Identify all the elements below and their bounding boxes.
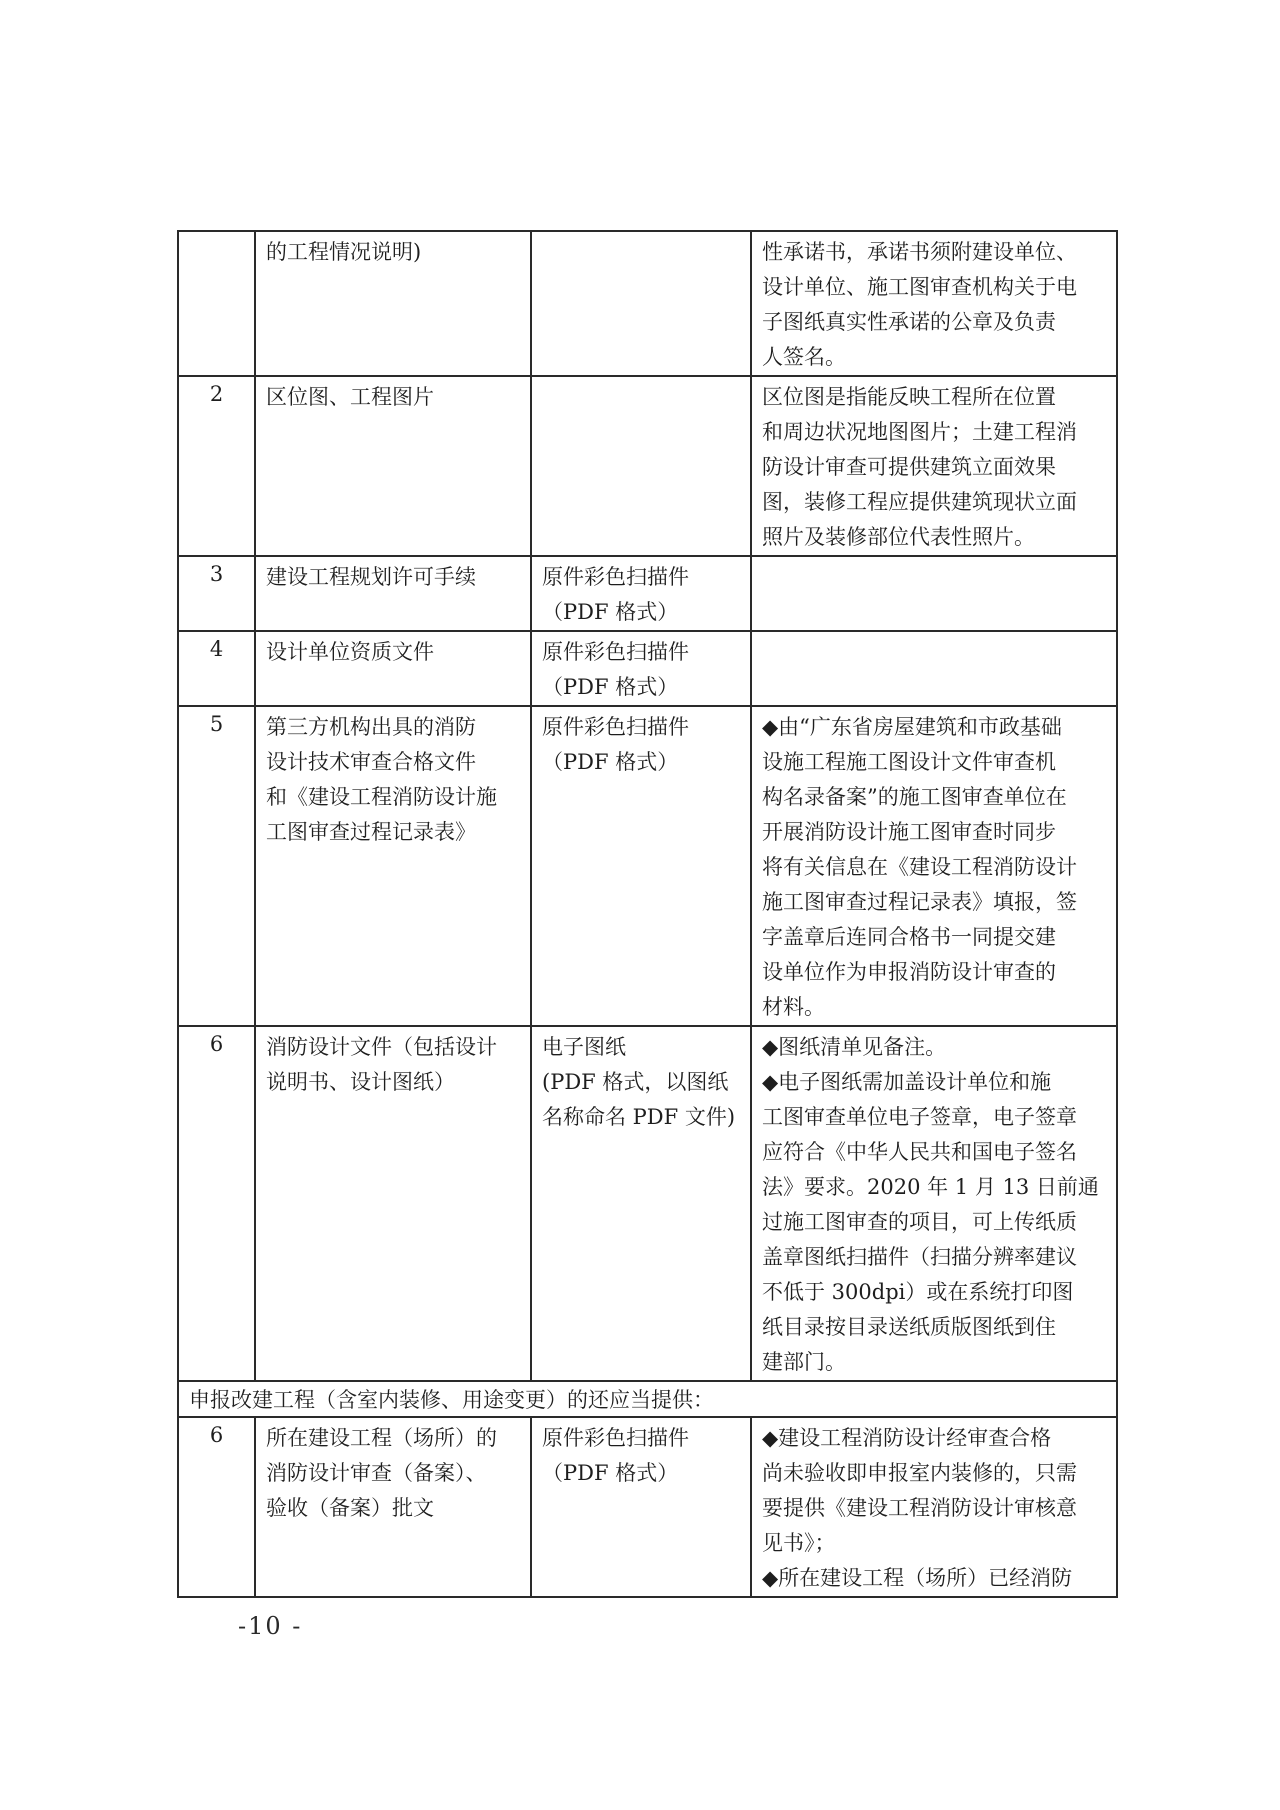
text-line: 说明书、设计图纸） [266,1070,455,1094]
text-line: 纸目录按目录送纸质版图纸到住 [762,1315,1056,1339]
material-name-cell [255,706,531,1026]
text-line: 原件彩色扫描件 [542,1426,689,1450]
text-line: 电子图纸 [542,1035,626,1059]
row-number: 4 [209,637,224,661]
text-line: 子图纸真实性承诺的公章及负责 [762,310,1056,334]
table-row [178,556,1117,631]
page-number: -10 - [238,1612,303,1640]
format-cell [531,1026,751,1381]
text-line: 法》要求。2020 年 1 月 13 日前通 [762,1175,1099,1199]
text-line: (PDF 格式，以图纸 [542,1070,729,1094]
table-row [178,1417,1117,1597]
text-line: 施工图审查过程记录表》填报，签 [762,890,1077,914]
text-line: 要提供《建设工程消防设计审核意 [762,1496,1077,1520]
format-cell [531,556,751,631]
note-cell [751,376,1117,556]
material-name-cell [255,631,531,706]
text-line: 字盖章后连同合格书一同提交建 [762,925,1056,949]
text-line: 工图审查过程记录表》 [266,820,476,844]
text-line: 区位图是指能反映工程所在位置 [762,385,1056,409]
note-cell [751,631,1117,706]
row-number: 2 [209,382,224,406]
table-row [178,706,1117,1026]
row-number: 6 [209,1423,224,1447]
text-line: 不低于 300dpi）或在系统打印图 [762,1280,1074,1304]
text-line: 验收（备案）批文 [266,1496,434,1520]
material-name-cell [255,1417,531,1597]
text-line: 将有关信息在《建设工程消防设计 [762,855,1077,879]
row-number-cell [178,1417,255,1597]
text-line: 照片及装修部位代表性照片。 [762,525,1035,549]
format-cell [531,231,751,376]
note-cell [751,1417,1117,1597]
text-line: 性承诺书，承诺书须附建设单位、 [762,240,1077,264]
material-name-cell [255,556,531,631]
text-line: 材料。 [762,995,825,1019]
text-line: 设单位作为申报消防设计审查的 [762,960,1056,984]
note-cell [751,231,1117,376]
format-cell [531,631,751,706]
text-line: 名称命名 PDF 文件) [542,1105,736,1129]
text-line: ◆建设工程消防设计经审查合格 [762,1426,1052,1450]
row-number-cell [178,376,255,556]
row-number: 3 [209,562,224,586]
text-line: ◆由“广东省房屋建筑和市政基础 [762,715,1062,739]
text-line: 所在建设工程（场所）的 [266,1426,497,1450]
text-line: 开展消防设计施工图审查时同步 [762,820,1056,844]
note-cell [751,706,1117,1026]
table-row [178,376,1117,556]
text-line: （PDF 格式） [542,675,679,699]
note-cell [751,1026,1117,1381]
row-number-cell [178,706,255,1026]
text-line: （PDF 格式） [542,750,679,774]
text-line: 盖章图纸扫描件（扫描分辨率建议 [762,1245,1077,1269]
text-line: 原件彩色扫描件 [542,715,689,739]
text-line: 过施工图审查的项目，可上传纸质 [762,1210,1077,1234]
text-line: 设计技术审查合格文件 [266,750,476,774]
section-row [178,1381,1117,1417]
text-line: 建部门。 [762,1350,846,1374]
text-line: 应符合《中华人民共和国电子签名 [762,1140,1077,1164]
text-line: 设施工程施工图设计文件审查机 [762,750,1056,774]
text-line: 原件彩色扫描件 [542,640,689,664]
row-number-cell [178,1026,255,1381]
text-line: 消防设计文件（包括设计 [266,1035,497,1059]
material-name-cell [255,231,531,376]
text-line: （PDF 格式） [542,600,679,624]
text-line: 设计单位资质文件 [266,640,434,664]
row-number: 5 [209,712,224,736]
text-line: 第三方机构出具的消防 [266,715,476,739]
text-line: 和周边状况地图图片；土建工程消 [762,420,1077,444]
text-line: ◆图纸清单见备注。 [762,1035,947,1059]
text-line: 尚未验收即申报室内装修的，只需 [762,1461,1077,1485]
note-cell [751,556,1117,631]
text-line: ◆电子图纸需加盖设计单位和施 [762,1070,1052,1094]
text-line: 设计单位、施工图审查机构关于电 [762,275,1077,299]
text-line: 和《建设工程消防设计施 [266,785,497,809]
table-row [178,1026,1117,1381]
text-line: 防设计审查可提供建筑立面效果 [762,455,1056,479]
format-cell [531,706,751,1026]
row-number-cell [178,556,255,631]
row-number-cell [178,631,255,706]
format-cell [531,376,751,556]
text-line: 建设工程规划许可手续 [266,565,476,589]
text-line: ◆所在建设工程（场所）已经消防 [762,1566,1073,1590]
requirements-table [177,230,1118,1598]
text-line: 区位图、工程图片 [266,385,434,409]
section-header: 申报改建工程（含室内装修、用途变更）的还应当提供： [189,1388,714,1412]
text-line: 图，装修工程应提供建筑现状立面 [762,490,1077,514]
table-row [178,231,1117,376]
text-line: 的工程情况说明) [266,240,422,264]
text-line: （PDF 格式） [542,1461,679,1485]
material-name-cell [255,376,531,556]
text-line: 原件彩色扫描件 [542,565,689,589]
text-line: 构名录备案”的施工图审查单位在 [762,785,1067,809]
text-line: 见书》； [762,1531,836,1555]
table-row [178,631,1117,706]
row-number: 6 [209,1032,224,1056]
row-number-cell [178,231,255,376]
text-line: 人签名。 [762,345,846,369]
text-line: 工图审查单位电子签章，电子签章 [762,1105,1077,1129]
text-line: 消防设计审查（备案）、 [266,1461,487,1485]
material-name-cell [255,1026,531,1381]
section-header-cell [178,1381,1117,1417]
format-cell [531,1417,751,1597]
